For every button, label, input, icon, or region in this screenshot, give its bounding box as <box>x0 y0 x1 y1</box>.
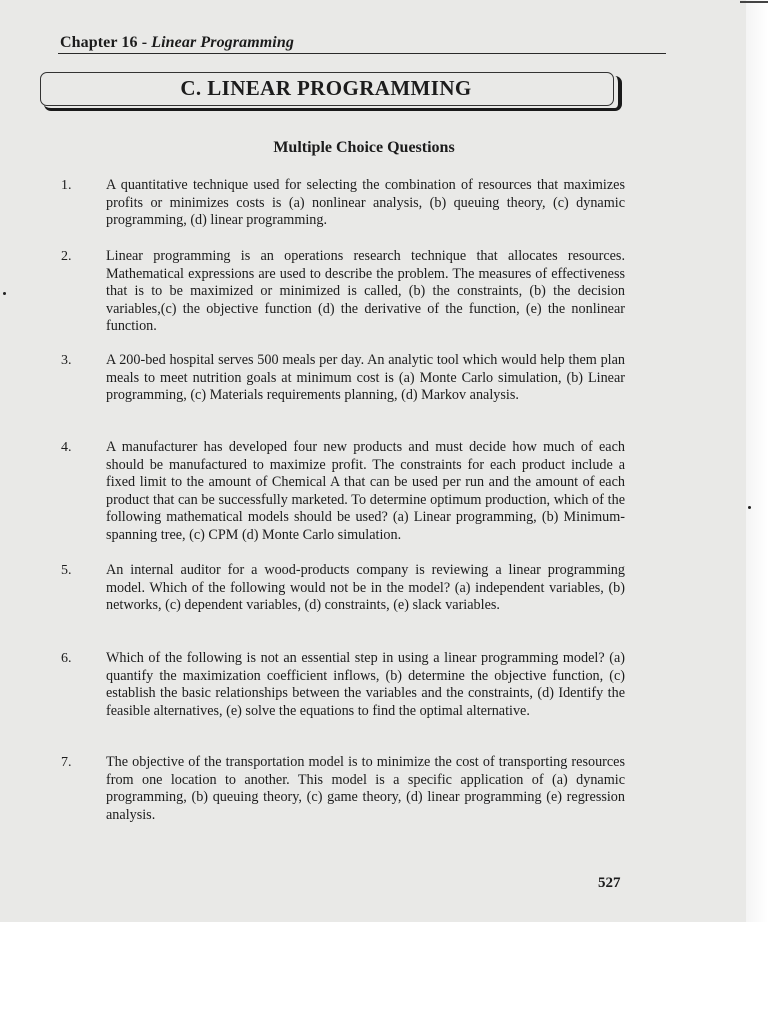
chapter-topic: Linear Programming <box>151 34 294 51</box>
question-text: An internal auditor for a wood-products company is reviewing a linear programming model. Which of the following would not be in the model? (a) independent variables, (b) networks, (c) dependent variables, (d) constraints, (e) slack variables. <box>106 562 625 613</box>
page-corner-mark <box>740 1 768 3</box>
question-text: A quantitative technique used for selecting the combination of resources that maximizes profits or minimizes costs is (a) nonlinear analysis, (b) queuing theory, (c) dynamic programming, (d) linear programming. <box>106 177 625 228</box>
question-number: 1. <box>61 178 72 193</box>
chapter-label: Chapter 16 - <box>60 34 152 51</box>
question-number: 2. <box>61 249 72 264</box>
question-number: 5. <box>61 563 72 578</box>
question-text: Linear programming is an operations research technique that allocates resources. Mathematical expressions are used to describe the problem. The measures of effectiveness that is to be maximized or minimized is called, (b) the constraints, (b) the decision variables,(c) the objective function (d) the derivative of the function, (e) the nonlinear function. <box>106 248 625 334</box>
page-number: 527 <box>598 875 621 891</box>
question-number: 6. <box>61 651 72 666</box>
question-text: A manufacturer has developed four new products and must decide how much of each should be manufactured to maximize profit. The constraints for each product include a fixed limit to the amount of Chemical A that can be used per run and the amount of each product that can be successfully marketed. To determine optimum production, which of the following mathematical models should be used? (a) Linear programming, (b) Minimum-spanning tree, (c) CPM (d) Monte Carlo simulation. <box>106 439 625 543</box>
header-rule <box>58 53 666 54</box>
page-edge <box>746 0 768 922</box>
question-text: A 200-bed hospital serves 500 meals per day. An analytic tool which would help them plan meals to meet nutrition goals at minimum cost is (a) Monte Carlo simulation, (b) Linear programming, (c) Materials requirements planning, (d) Markov analysis. <box>106 352 625 403</box>
chapter-header <box>60 34 294 52</box>
question-number: 3. <box>61 353 72 368</box>
question-text: Which of the following is not an essential step in using a linear programming model? (a) quantify the maximization coefficient inflows, (b) determine the objective function, (c) establish the basic relationships between the variables and the constraints, (d) Identify the feasible alternatives, (e) solve the equations to find the optimal alternative. <box>106 650 625 719</box>
question-text: The objective of the transportation model is to minimize the cost of transporting resources from one location to another. This model is a specific application of (a) dynamic programming, (b) queuing theory, (c) game theory, (d) linear programming (e) regression analysis. <box>106 754 625 823</box>
scan-speck <box>748 506 751 509</box>
scan-speck <box>3 292 6 295</box>
question-number: 4. <box>61 440 72 455</box>
section-title: C. LINEAR PROGRAMMING <box>180 76 472 100</box>
subtitle: Multiple Choice Questions <box>273 139 455 156</box>
question-number: 7. <box>61 755 72 770</box>
